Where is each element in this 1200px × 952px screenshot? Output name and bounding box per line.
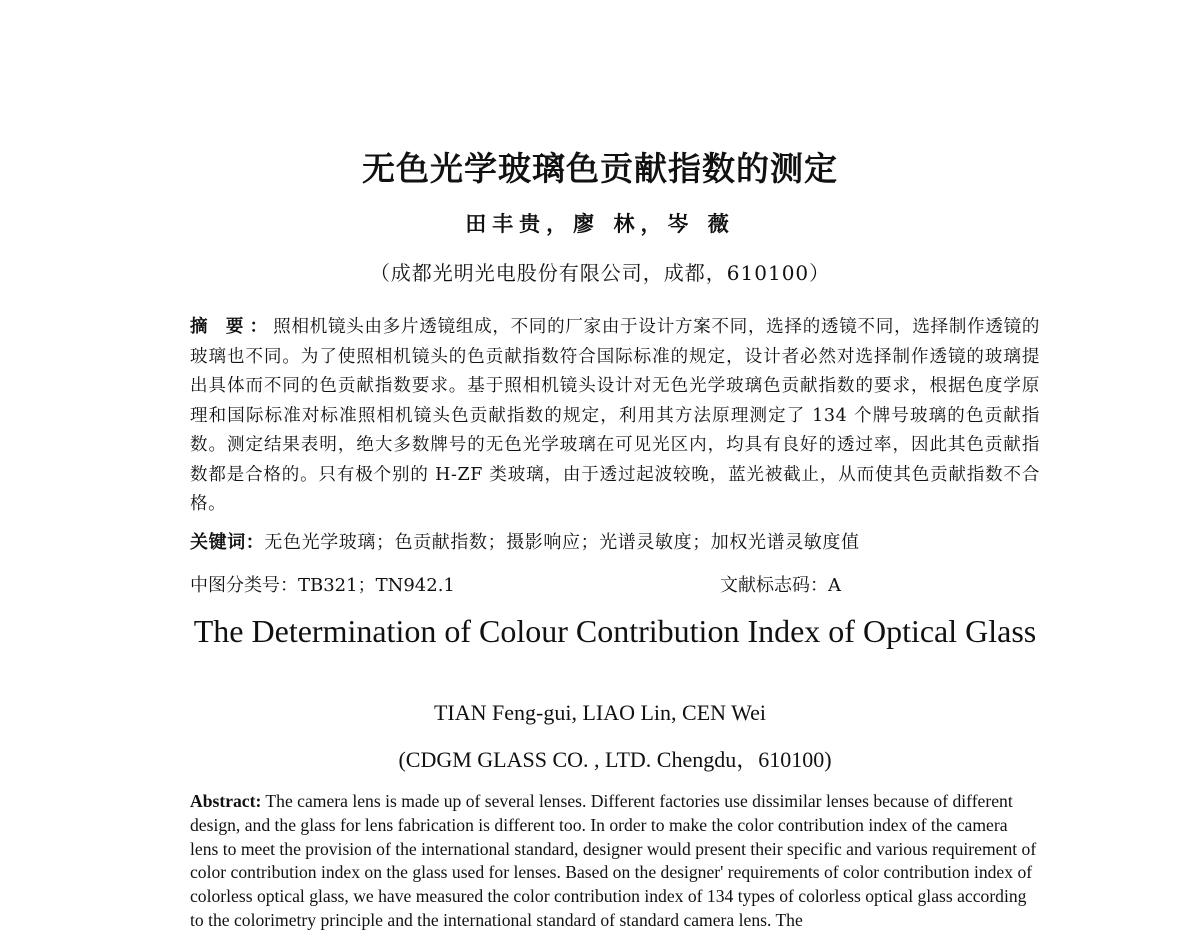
zh-keywords	[190, 528, 1040, 554]
zh-abstract-text: 照相机镜头由多片透镜组成，不同的厂家由于设计方案不同，选择的透镜不同，选择制作透镜的玻璃也不同。为了使照相机镜头的色贡献指数符合国际标准的规定，设计者必然对选择制作透镜的玻璃提出具体而不同的色贡献指数要求。基于照相机镜头设计对无色光学玻璃色贡献指数的要求，根据色度学原理和国际标准对标准照相机镜头色贡献指数的规定，利用其方法原理测定了 134 个牌号玻璃的色贡献指数。测定结果表明，绝大多数牌号的无色光学玻璃在可见光区内，均具有良好的透过率，因此其色贡献指数都是合格的。只有极个别的 H-ZF 类玻璃，由于透过起波较晚，蓝光被截止，从而使其色贡献指数不合格。	[190, 317, 1040, 514]
en-abstract-label: Abstract:	[190, 791, 262, 811]
zh-authors: 田丰贵，廖 林，岑 薇	[465, 211, 735, 236]
zh-doc-code: 文献标志码：A	[720, 575, 841, 596]
zh-keywords-label: 关键词：	[190, 532, 265, 553]
zh-class-number: 中图分类号：TB321；TN942.1	[190, 575, 455, 596]
zh-abstract	[190, 313, 1040, 520]
en-authors: TIAN Feng-gui, LIAO Lin, CEN Wei	[433, 700, 767, 725]
zh-affiliation: （成都光明光电股份有限公司，成都，610100）	[369, 261, 831, 285]
zh-title: 无色光学玻璃色贡献指数的测定	[362, 149, 838, 188]
zh-abstract-label: 摘 要：	[190, 317, 274, 337]
en-abstract-text: The camera lens is made up of several lenses. Different factories use dissimilar lenses because of different design, and the glass for lens fabrication is different too. In order to make the color contribution index of the camera lens to meet the provision of the international standard, designer would present their specific and various requirement of color contribution index on the glass used for lenses. Based on the designer' requirements of color contribution index of colorless optical glass, we have measured the color contribution index of 134 types of colorless optical glass according to the colorimetry principle and the international standard of standard camera lens. The	[190, 791, 1037, 930]
en-affiliation: (CDGM GLASS CO. , LTD. Chengdu，610100)	[398, 747, 832, 772]
en-abstract	[190, 790, 1040, 933]
zh-keywords-text: 无色光学玻璃；色贡献指数；摄影响应；光谱灵敏度；加权光谱灵敏度值	[264, 532, 860, 553]
zh-classification	[190, 571, 1040, 597]
en-title: The Determination of Colour Contribution Index of Optical Glass	[193, 613, 1037, 649]
